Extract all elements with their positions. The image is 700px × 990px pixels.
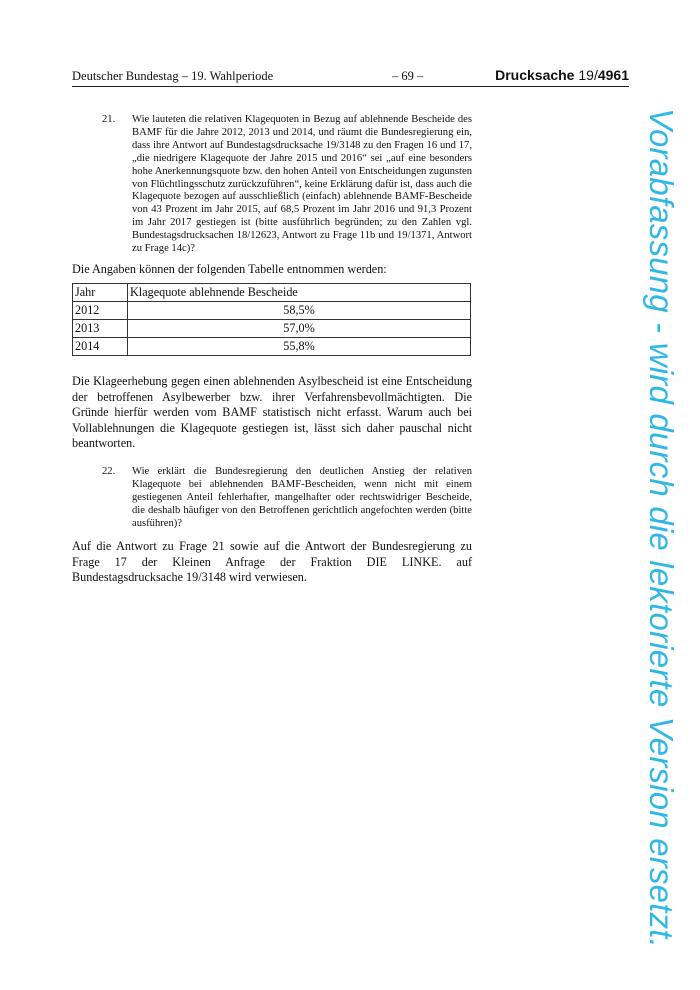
header-page-number: – 69 – <box>392 69 424 83</box>
header-doc-label: Drucksache <box>495 67 579 83</box>
question-text: Wie erklärt die Bundesregierung den deutlichen Anstieg der relativen Klagequote bei ablehnenden BAMF-Bescheiden, wenn nicht mit einem gestiegenen Anteil fehlerhafter, mangelhafter oder rechtswidriger Bescheide, die deshalb häufiger von den Betroffenen gerichtlich angefochten werden (bitte ausführen)? <box>132 466 472 529</box>
question-22 <box>72 466 472 531</box>
draft-watermark: Vorabfassung - wird durch die lektorierte Version ersetzt. <box>643 108 680 949</box>
table-cell-year: 2012 <box>73 302 128 320</box>
table-header-cell: Jahr <box>73 284 128 302</box>
page-header <box>72 68 629 87</box>
table-intro: Die Angaben können der folgenden Tabelle entnommen werden: <box>72 262 387 276</box>
header-document-number <box>495 67 629 83</box>
klagequote-table <box>72 283 471 356</box>
answer-21: Die Klageerhebung gegen einen ablehnenden Asylbescheid ist eine Entscheidung der betroffenen Asylbewerber bzw. ihrer Verfahrensbevollmächtigten. Die Gründe hierfür werden vom BAMF statistisch nicht erfasst. Warum auch bei Vollablehnungen die Klagequote gestiegen ist, lässt sich daher pauschal nicht beantworten. <box>72 374 472 451</box>
question-number: 21. <box>102 114 116 125</box>
table-cell-value: 57,0% <box>128 320 471 338</box>
answer-22: Auf die Antwort zu Frage 21 sowie auf die Antwort der Bundesregierung zu Frage 17 der Kleinen Anfrage der Fraktion DIE LINKE. auf Bundestagsdrucksache 19/3148 wird verwiesen. <box>72 539 472 585</box>
table-header-row <box>73 284 471 302</box>
table-cell-value: 58,5% <box>128 302 471 320</box>
header-doc-num-prefix: 19/ <box>578 67 598 83</box>
question-number: 22. <box>102 466 116 477</box>
table-cell-value: 55,8% <box>128 338 471 356</box>
header-publication: Deutscher Bundestag – 19. Wahlperiode <box>72 69 274 83</box>
table-cell-year: 2013 <box>73 320 128 338</box>
question-21 <box>72 114 472 256</box>
table-row <box>73 320 471 338</box>
table-cell-year: 2014 <box>73 338 128 356</box>
table-row <box>73 338 471 356</box>
question-text: Wie lauteten die relativen Klagequoten in Bezug auf ablehnende Bescheide des BAMF für die Jahre 2012, 2013 und 2014, und räumt die Bundesregierung ein, dass ihre Antwort auf Bundestagsdrucksache 19/3148 zu den Fragen 16 und 17, „die niedrigere Klagequote der Jahre 2015 und 2016“ sei „auf eine besonders hohe Anerkennungsquote bzw. den hohen Anteil von Entscheidungen zugunsten von Flüchtlingsschutz zurückzuführen“, keine Erklärung dafür ist, dass auch die Klagequote bezogen auf ausschließlich (einfach) ablehnende BAMF-Bescheide von 43 Prozent im Jahr 2015, auf 68,5 Prozent im Jahr 2016 und 91,3 Prozent im Jahr 2017 gestiegen ist (bitte ausführlich begründen; zu den Zahlen vgl. Bundestagsdrucksachen 18/12623, Antwort zu Frage 11b und 19/1371, Antwort zu Frage 14c)? <box>132 114 472 255</box>
header-doc-num: 4961 <box>597 67 629 83</box>
table-header-cell: Klagequote ablehnende Bescheide <box>128 284 471 302</box>
table-row <box>73 302 471 320</box>
